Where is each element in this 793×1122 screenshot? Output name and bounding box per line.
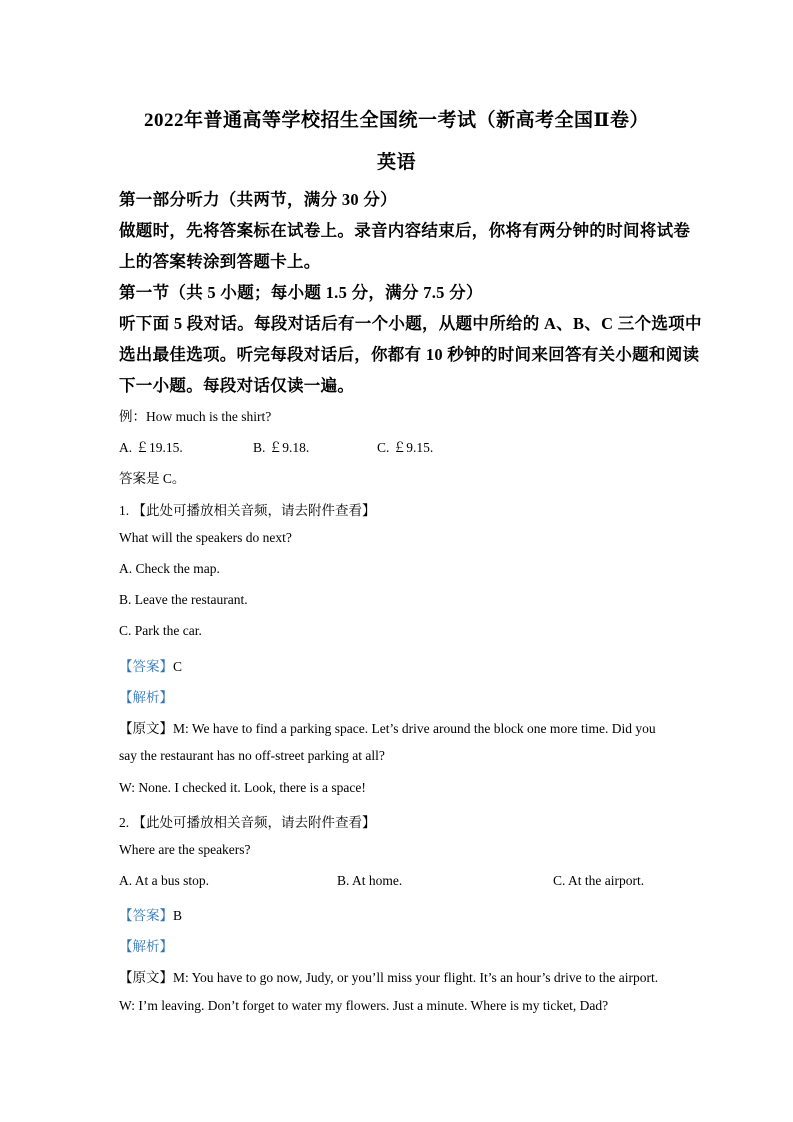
q2-option-c: C. At the airport. (553, 873, 645, 888)
q1-transcript-line-1 (119, 717, 656, 737)
exam-title: 2022年普通高等学校招生全国统一考试（新高考全国Ⅱ卷） (143, 110, 649, 131)
q1-transcript-line-2: say the restaurant has no off-street parking at all? (119, 748, 385, 763)
q2-option-a: A. At a bus stop. (119, 873, 210, 888)
example-answer: 答案是 C。 (119, 471, 186, 486)
q2-audio-note: 2. 【此处可播放相关音频，请去附件查看】 (119, 815, 376, 830)
example-option-c: C. ￡9.15. (377, 440, 434, 455)
q1-audio-note: 1. 【此处可播放相关音频，请去附件查看】 (119, 503, 376, 518)
section1-heading: 第一节（共 5 小题；每小题 1.5 分，满分 7.5 分） (119, 283, 483, 302)
part1-heading: 第一部分听力（共两节，满分 30 分） (119, 190, 397, 209)
q2-transcript-line-1 (119, 966, 658, 986)
q1-answer (119, 655, 182, 675)
q2-question: Where are the speakers? (119, 842, 251, 857)
example-question: 例：How much is the shirt? (119, 409, 272, 424)
q1-transcript-tag: 【原文】 (119, 721, 173, 736)
q2-analysis-tag: 【解析】 (119, 939, 173, 954)
section1-instructions-line-2: 选出最佳选项。听完每段对话后，你都有 10 秒钟的时间来回答有关小题和阅读 (119, 345, 700, 364)
q1-option-c: C. Park the car. (119, 623, 202, 638)
q2-transcript-line-2: W: I’m leaving. Don’t forget to water my flowers. Just a minute. Where is my ticket, Dad? (119, 998, 609, 1013)
q1-answer-tag: 【答案】 (119, 659, 173, 674)
q1-analysis-tag: 【解析】 (119, 690, 173, 705)
q2-transcript-text-1: M: You have to go now, Judy, or you’ll miss your flight. It’s an hour’s drive to the airport. (173, 970, 659, 985)
exam-subject: 英语 (376, 152, 416, 173)
q1-option-b: B. Leave the restaurant. (119, 592, 248, 607)
q2-answer-value: B (173, 908, 183, 923)
q2-answer-tag: 【答案】 (119, 908, 173, 923)
q1-question: What will the speakers do next? (119, 530, 292, 545)
q2-transcript-tag: 【原文】 (119, 970, 173, 985)
q2-option-b: B. At home. (337, 873, 403, 888)
q2-answer (119, 904, 182, 924)
q1-transcript-text-1: M: We have to find a parking space. Let’s drive around the block one more time. Did you (173, 721, 656, 736)
q1-answer-value: C (173, 659, 183, 674)
example-option-b: B. ￡9.18. (253, 440, 310, 455)
q1-transcript-line-3: W: None. I checked it. Look, there is a space! (119, 780, 366, 795)
example-option-a: A. ￡19.15. (119, 440, 183, 455)
q1-option-a: A. Check the map. (119, 561, 220, 576)
instructions-line-2: 上的答案转涂到答题卡上。 (119, 252, 321, 271)
instructions-line-1: 做题时，先将答案标在试卷上。录音内容结束后，你将有两分钟的时间将试卷 (119, 221, 691, 240)
section1-instructions-line-1: 听下面 5 段对话。每段对话后有一个小题，从题中所给的 A、B、C 三个选项中 (119, 314, 702, 333)
section1-instructions-line-3: 下一小题。每段对话仅读一遍。 (119, 376, 355, 395)
